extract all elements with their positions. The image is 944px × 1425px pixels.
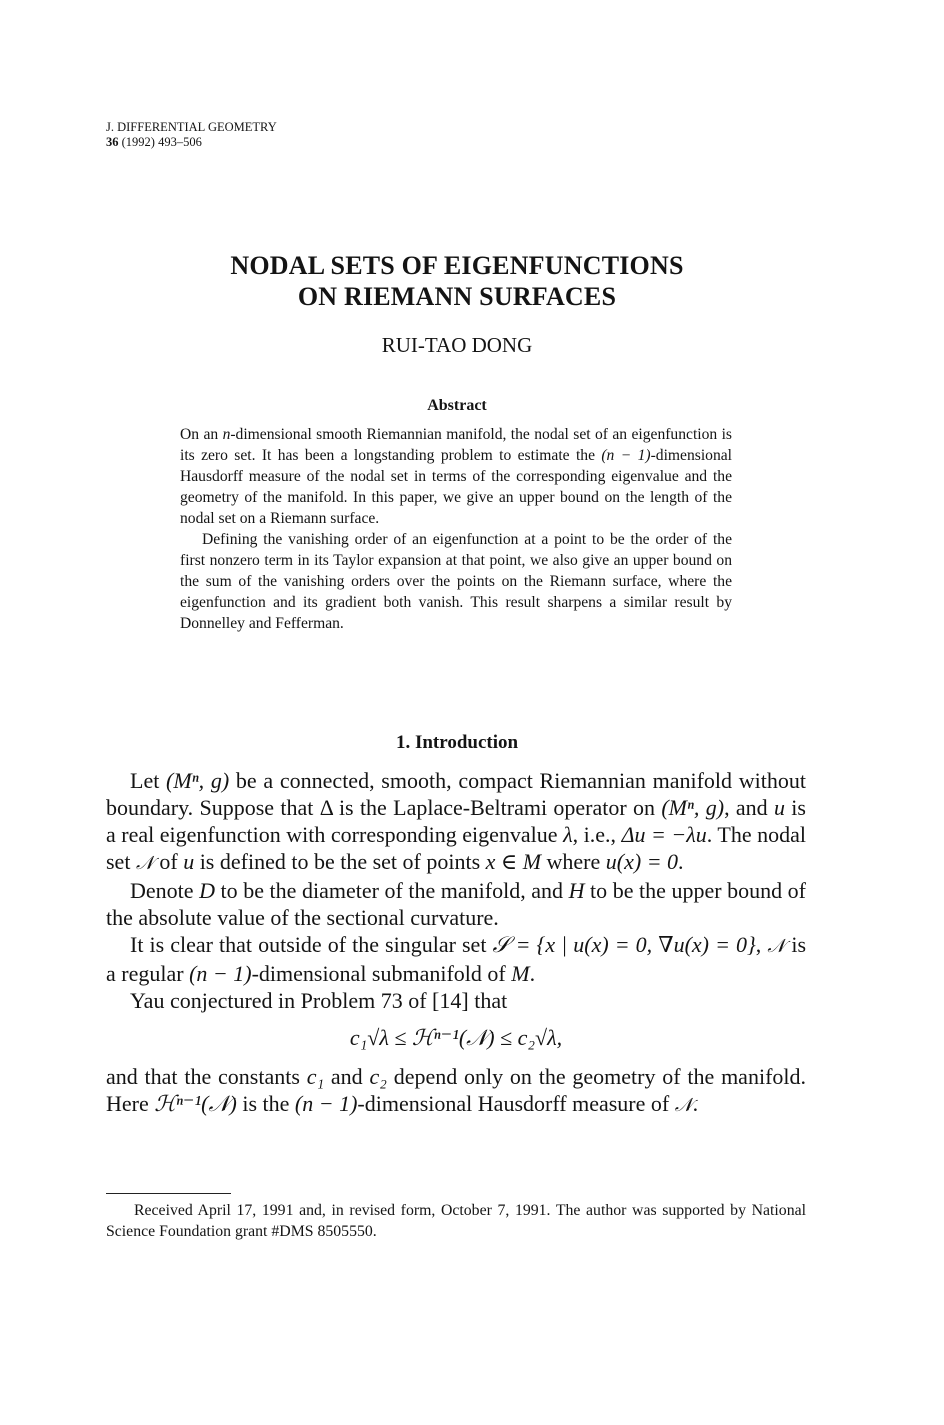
journal-volume: 36 [106, 135, 119, 149]
abstract-paragraph-1: On an n-dimensional smooth Riemannian manifold, the nodal set of an eigenfunction is its zero set. It has been a longstanding problem to estimate the (n − 1)-dimensional Hausdorff measure of the nodal set in terms of the corresponding eigenvalue and the geometry of the manifold. In this paper, we give an upper bound on the length of the nodal set on a Riemann surface. [180, 426, 732, 527]
journal-volume-line [106, 135, 277, 150]
title-line-2: ON RIEMANN SURFACES [297, 282, 617, 311]
journal-name: J. DIFFERENTIAL GEOMETRY [106, 120, 277, 134]
footnote-rule [106, 1193, 231, 1194]
journal-year-pages: (1992) 493–506 [121, 135, 202, 149]
body-paragraph-2: Denote D to be the diameter of the manifold, and H to be the upper bound of the absolute value of the sectional curvature. [106, 878, 807, 930]
body-paragraph-5: and that the constants c₁ and c₂ depend only on the geometry of the manifold. Here ℋⁿ⁻¹(𝒩) is the (n − 1)-dimensional Hausdorff measure of 𝒩. [106, 1064, 807, 1116]
equation-yau: c₁√λ ≤ ℋⁿ⁻¹(𝒩) ≤ c₂√λ, [349, 1025, 563, 1050]
abstract-heading: Abstract [427, 397, 487, 414]
abstract-paragraph-2: Defining the vanishing order of an eigenfunction at a point to be the order of the first nonzero term in its Taylor expansion at that point, we also give an upper bound on the sum of the vanishing orders over the points on the Riemann surface, where the eigenfunction and its gradient both vanish. This result sharpens a similar result by Donnelley and Fefferman. [180, 531, 732, 632]
body-paragraph-4: Yau conjectured in Problem 73 of [14] that [130, 988, 508, 1013]
journal-header [106, 120, 277, 150]
section-body [106, 767, 806, 1119]
body-paragraph-3: It is clear that outside of the singular set 𝒮 = {x | u(x) = 0, ∇u(x) = 0}, 𝒩 is a regular (n − 1)-dimensional submanifold of M. [106, 932, 807, 986]
abstract-body [180, 424, 732, 634]
title-line-1: NODAL SETS OF EIGENFUNCTIONS [230, 251, 684, 280]
section-heading: 1. Introduction [395, 732, 519, 753]
footnote: Received April 17, 1991 and, in revised form, October 7, 1991. The author was supported by National Science Foundation grant #DMS 8505550. [106, 1202, 806, 1240]
author-name: RUI-TAO DONG [381, 333, 533, 357]
body-paragraph-1: Let (Mⁿ, g) be a connected, smooth, compact Riemannian manifold without boundary. Suppose that Δ is the Laplace-Beltrami operator on (Mⁿ, g), and u is a real eigenfunction with corresponding eigenvalue λ, i.e., Δu = −λu. The nodal set 𝒩 of u is defined to be the set of points x ∈ M where u(x) = 0. [106, 768, 806, 874]
paper-title [0, 250, 914, 312]
